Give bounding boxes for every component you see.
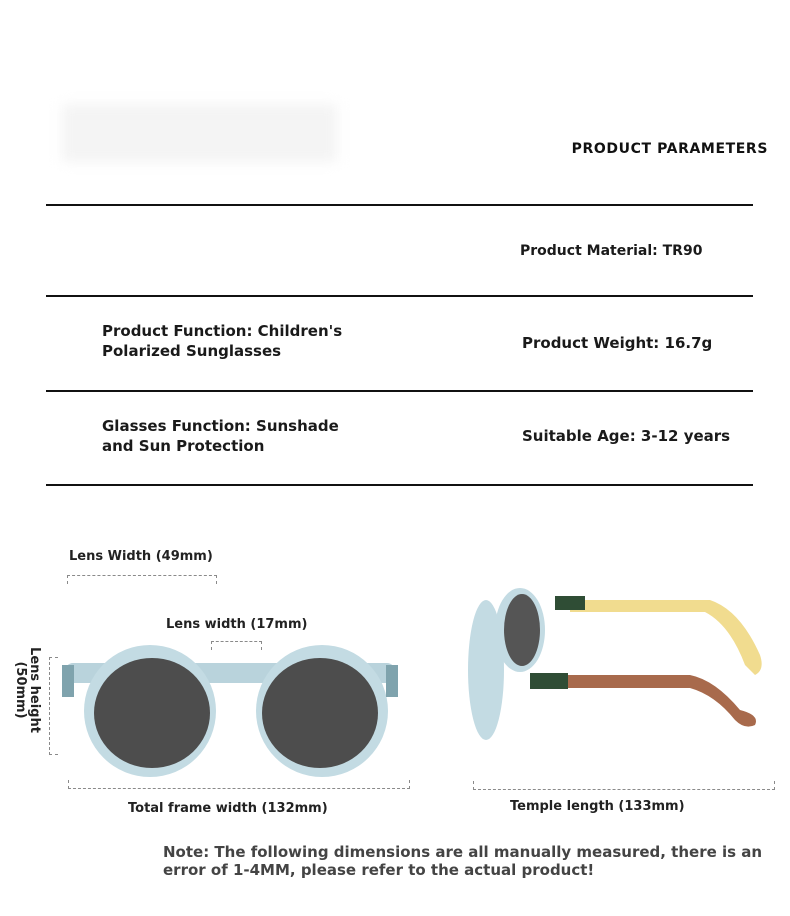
divider [46, 484, 753, 486]
lens-width-marker [67, 575, 217, 584]
bridge-width-label: Lens width (17mm) [166, 617, 308, 632]
total-width-label: Total frame width (132mm) [128, 801, 328, 816]
param-glasses-function: Glasses Function: Sunshade and Sun Protection [102, 417, 339, 455]
param-age: Suitable Age: 3-12 years [522, 427, 731, 445]
param-material: Product Material: TR90 [520, 243, 703, 259]
lens-height-marker [49, 657, 58, 755]
front-view-glasses-image [60, 645, 410, 785]
temple-length-label: Temple length (133mm) [510, 799, 685, 814]
divider [46, 390, 753, 392]
lens-width-label: Lens Width (49mm) [69, 549, 213, 564]
divider [46, 295, 753, 297]
param-function: Product Function: Children's Polarized Sunglasses [102, 322, 343, 360]
page-title: PRODUCT PARAMETERS [571, 141, 768, 157]
param-weight: Product Weight: 16.7g [522, 334, 713, 352]
lens-height-label: Lens height (50mm) [13, 647, 42, 733]
measurement-note: Note: The following dimensions are all manually measured, there is an error of 1-4MM, please refer to the actual product! [163, 843, 763, 879]
divider [46, 204, 753, 206]
total-width-marker [68, 780, 410, 789]
temple-length-marker [473, 781, 775, 790]
blurred-region [62, 104, 337, 162]
side-view-glasses-image [460, 580, 780, 750]
